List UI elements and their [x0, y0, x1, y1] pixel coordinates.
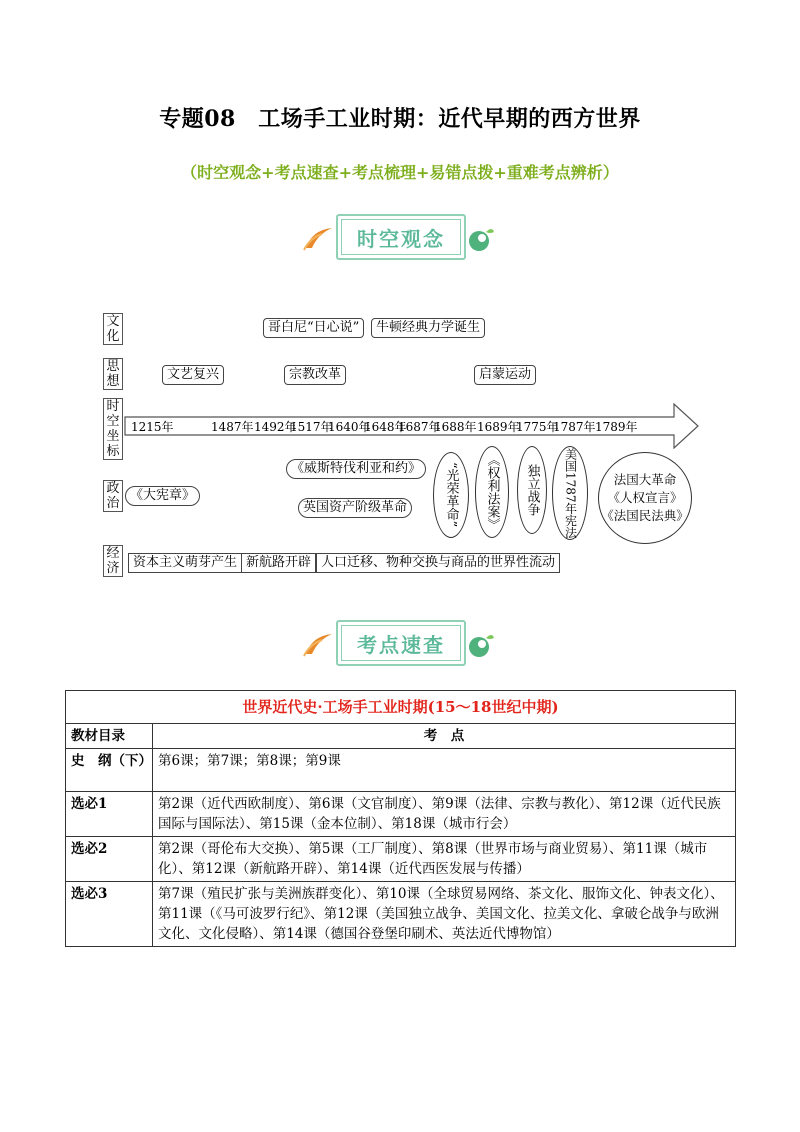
row-content: 第7课（殖民扩张与美洲族群变化）、第10课（全球贸易网络、茶文化、服饰文化、钟表文化）、第11课（《马可波罗行纪》、第12课（美国独立战争、美国文化、拉美文化、拿破仑战争与欧洲文化、文化侵略）、第14课（德国谷登堡印刷术、英法近代博物馆） — [153, 882, 736, 947]
culture-newton: 牛顿经典力学诞生 — [371, 318, 485, 338]
economy-exchange: 人口迁移、物种交换与商品的世界性流动 — [316, 553, 560, 573]
french-line1: 法国大革命 — [613, 472, 677, 487]
row-content: 第6课；第7课；第8课；第9课 — [153, 749, 736, 792]
year-1789: 1789年 — [595, 420, 638, 434]
economy-new-routes: 新航路开辟 — [241, 553, 316, 573]
glorious-label: “光荣革命” — [443, 462, 459, 528]
culture-heliocentric: 哥白尼“日心说” — [263, 318, 364, 338]
row-book: 选必1 — [66, 792, 153, 837]
banner-label: 考点速查 — [357, 633, 445, 657]
row-book: 选必2 — [66, 837, 153, 882]
row-content: 第2课（哥伦布大交换）、第5课（工厂制度）、第8课（世界市场与商业贸易）、第11课（城市化）、第12课（新航路开辟）、第14课（近代西医发展与传播） — [153, 837, 736, 882]
year-1688: 1688年 — [434, 420, 477, 434]
row-book: 选必3 — [66, 882, 153, 947]
section-banner-checklist — [302, 618, 498, 668]
politics-glorious-revolution — [433, 452, 469, 538]
year-1517: 1517年 — [290, 420, 333, 434]
bill-label: 《权利法案》 — [484, 453, 500, 531]
politics-independence-war — [517, 446, 547, 534]
year-1640: 1640年 — [328, 420, 371, 434]
politics-magna-carta: 《大宪章》 — [125, 486, 200, 506]
french-line3: 《法国民法典》 — [601, 508, 689, 523]
politics-us-constitution — [552, 446, 588, 540]
side-label-culture: 文化 — [103, 313, 123, 345]
swoosh-icon — [302, 630, 336, 658]
col-header-points: 考 点 — [153, 724, 736, 749]
banner-label: 时空观念 — [357, 227, 445, 251]
politics-french-revolution — [598, 452, 692, 544]
french-line2: 《人权宣言》 — [607, 490, 683, 505]
table-row — [66, 837, 736, 882]
side-label-coordinate: 时空坐标 — [103, 398, 123, 460]
checklist-table — [65, 690, 736, 947]
col-header-book: 教材目录 — [66, 724, 153, 749]
thought-renaissance: 文艺复兴 — [162, 365, 224, 385]
page-title: 专题08 工场手工业时期：近代早期的西方世界 — [159, 106, 641, 132]
table-title: 世界近代史·工场手工业时期(15～18世纪中期) — [66, 691, 736, 724]
year-1689: 1689年 — [477, 420, 520, 434]
constitution-label: 美国1787年宪法 — [563, 447, 578, 539]
table-title-row — [66, 691, 736, 724]
year-1687: 1687年 — [398, 420, 441, 434]
side-label-politics: 政治 — [103, 480, 123, 512]
table-row — [66, 882, 736, 947]
row-book: 史 纲（下） — [66, 749, 153, 792]
circle-leaf-icon — [466, 632, 496, 660]
table-row — [66, 749, 736, 792]
side-label-economy: 经济 — [103, 545, 123, 577]
year-1787: 1787年 — [553, 420, 596, 434]
politics-english-revolution: 英国资产阶级革命 — [298, 498, 412, 518]
page-subtitle: （时空观念+考点速查+考点梳理+易错点拨+重难考点辨析） — [181, 163, 619, 182]
year-1492: 1492年 — [254, 420, 297, 434]
politics-westphalia: 《威斯特伐利亚和约》 — [286, 459, 426, 479]
year-1487: 1487年 — [211, 420, 254, 434]
table-header-row — [66, 724, 736, 749]
row-content: 第2课（近代西欧制度）、第6课（文官制度）、第9课（法律、宗教与教化）、第12课（近代民族国际与国际法）、第15课（金本位制）、第18课（城市行会） — [153, 792, 736, 837]
thought-enlightenment: 启蒙运动 — [474, 365, 536, 385]
year-1648: 1648年 — [364, 420, 407, 434]
independence-label: 独立战争 — [524, 464, 540, 516]
year-1775: 1775年 — [516, 420, 559, 434]
side-label-thought: 思想 — [103, 358, 123, 390]
economy-capitalism: 资本主义萌芽产生 — [128, 553, 242, 573]
year-1215: 1215年 — [131, 420, 174, 434]
thought-reformation: 宗教改革 — [284, 365, 346, 385]
politics-bill-of-rights — [475, 446, 509, 538]
table-row — [66, 792, 736, 837]
